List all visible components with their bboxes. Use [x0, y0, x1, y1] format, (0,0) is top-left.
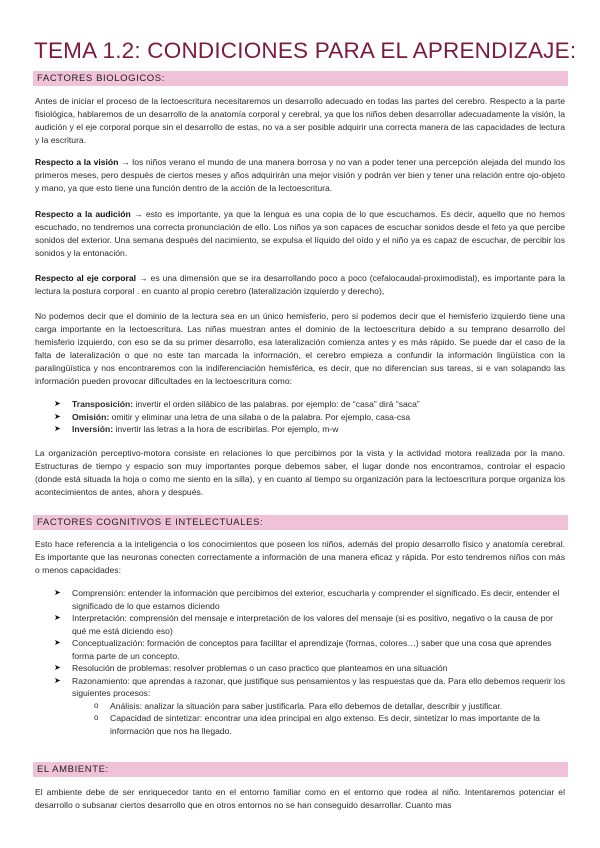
cog-list — [48, 587, 565, 737]
circle-bullet-icon: o — [94, 700, 99, 710]
eje-label: Respecto al eje corporal — [35, 273, 137, 283]
circle-bullet-icon: o — [94, 713, 99, 722]
eje-text: → es una dimensión que se ira desarrollando poco a poco (cefalocaudal-proximodistal), es importante para la lectura la postura corporal . en cuanto al propio cerebro (lateralización izquierdo y derecho), — [35, 273, 565, 296]
list-item: ➤ Razonamiento: que aprendas a razonar, que justifique sus pensamientos y las respuestas que da. Para ello debemos requerir los siguientes procesos: o Análisis: analizar la situación para saber justificarla. Para ello debemos de detallar, describir y justificar. o Capacidad de sintetizar: encontrar una idea principal en algo extenso. Es decir, sintetizar lo mas importante de la información que nos ha llegado. — [54, 675, 566, 736]
section-header-biologicos: FACTORES BIOLOGICOS: — [33, 71, 568, 86]
error-text: omitir y eliminar una letra de una silaba o de la palabra. Por ejemplo, casa-csa — [109, 411, 411, 422]
vision-text: → los niños verano el mundo de una manera borrosa y no van a poder tener una percepción alejada del mundo los primeros meses, pero después de ciertos meses y años adquirirán una mejor visión y podrán ver bien y tener una relación entre ojo-objeto y mano, ya que esto tiene una función dentro de la acción de la lectoescritura. — [35, 157, 566, 193]
sub-list-item: o Capacidad de sintetizar: encontrar una idea principal en algo extenso. Es decir, sintetizar lo mas importante de la información que nos ha llegado. — [94, 713, 540, 736]
bio-intro: Antes de iniciar el proceso de la lectoescritura necesitaremos un desarrollo adecuado en todas las partes del cerebro. Respecto a la parte fisiológica, hablaremos de un desarrollo de la anatomía corporal y cerebral, ya que los niños deben desarrollar adecuadamente la visión, la audición y el eje corporal porque sin el desarrollo de estas, no va a ser posible adquirir una correcta manera de las capacidades de lectura y la escritura. — [35, 96, 565, 145]
error-text: invertir el orden silábico de las palabras. por ejemplo: de “casa” dirá “saca” — [133, 399, 420, 409]
list-item — [48, 411, 565, 424]
error-label: Inversión: — [72, 424, 114, 434]
list-item: ➤ Interpretación: comprensión del mensaje e interpretación de los valores del mensaje (si es positivo, negativo o la causa de por qué me está diciendo eso) — [54, 613, 554, 636]
list-item: ➤ Comprensión: entender la información que percibimos del exterior, escucharla y comprender el significado. Es decir, entender el significado de lo que estamos diciendo — [54, 588, 560, 611]
audicion-text: → esto es importante, ya que la lengua es una copia de lo que escuchamos. Es decir, aquello que no hemos escuchado, no tendremos una correcta pronunciación de ello. Los niños ya son capaces de escuchar sonidos desde el feto ya que percibe sonidos del exterior. Una semana después del nacimiento, se expulsa el líquido del oído y el niño ya es capaz de escuchar, de percibir los sonidos y la entonación. — [35, 209, 566, 258]
list-item: ➤ Resolución de problemas: resolver problemas o un caso practico que planteamos en una situación — [54, 663, 448, 673]
vision-paragraph — [35, 156, 565, 195]
sub-list-item: o Análisis: analizar la situación para saber justificarla. Para ello debemos de detallar, describir y justificar. — [94, 700, 503, 711]
errors-list — [48, 398, 565, 436]
section-header-cognitivos: FACTORES COGNITIVOS E INTELECTUALES: — [33, 515, 568, 530]
arrow-bullet-icon: ➤ — [54, 663, 61, 672]
audicion-label: Respecto a la audición — [35, 209, 131, 219]
arrow-bullet-icon: ➤ — [54, 675, 61, 685]
audicion-paragraph — [35, 208, 565, 260]
page-title: TEMA 1.2: CONDICIONES PARA EL APRENDIZAJE: — [34, 38, 577, 63]
error-label: Transposición: — [72, 399, 134, 409]
error-label: Omisión: — [72, 411, 110, 422]
ambiente-paragraph: El ambiente debe de ser enriquecedor tanto en el entorno familiar como en el entorno que rodea al niño. Intentaremos potenciar el desarrollo o subsanar ciertos desarrollo que en otros entornos no se han conseguido desarrollar. Cuanto mas — [35, 787, 565, 810]
eje-paragraph — [35, 272, 565, 298]
list-item: ➤ Conceptualización: formación de conceptos para facilitar el aprendizaje (formas, colores…) saber que una cosa que aprendes forma parte de un concepto. — [54, 638, 552, 661]
list-item — [48, 398, 565, 411]
lateralizacion-paragraph: No podemos decir que el dominio de la lectura sea en un único hemisferio, pero si podemos decir que el hemisferio izquierdo tiene una carga importante en la lectoescritura. Las niñas muestran antes el dominio de la lectoescritura debido a su temprano desarrollo del hemisferio izquierdo, con eso se da su primer desarrollo, esa lateralización comienza antes y es más rápido. Se puede dar el caso de la falta de lateralización o que no este tan marcada la información, el cerebro empieza a confundir la información lingüística con la paralingüística y nos encontraremos con la indiferenciación hemisférica, es decir, que no diferencian sus tareas, si e van solapando las información pueden provocar dificultades en la lectoescritura como: — [35, 311, 565, 386]
vision-label: Respecto a la visión — [35, 157, 119, 167]
perceptivo-paragraph: La organización perceptivo-motora consiste en relaciones lo que percibimos por la vista y la actividad motora realizada por la mano. Estructuras de tiempo y espacio son muy importantes porque debemos saber, el lugar donde nos encontramos, controlar el espacio (donde está situada la hoja o como me siento en la silla), y en cuanto al tiempo su organización para la lectoescritura porque organiza los acontecimientos de antes, ahora y después. — [35, 448, 565, 497]
arrow-bullet-icon: ➤ — [54, 638, 61, 647]
error-text: invertir las letras a la hora de escribirlas. Por ejemplo, m-w — [113, 424, 339, 434]
section-header-ambiente: EL AMBIENTE: — [33, 762, 568, 777]
arrow-bullet-icon: ➤ — [54, 613, 61, 622]
arrow-bullet-icon: ➤ — [54, 411, 61, 421]
arrow-bullet-icon: ➤ — [54, 424, 61, 433]
arrow-bullet-icon: ➤ — [54, 588, 61, 597]
cog-intro: Esto hace referencia a la inteligencia o los conocimientos que poseen los niños, además del propio desarrollo físico y anatomía cerebral. Es importante que las neuronas conecten correctamente a información de una manera eficaz y rápida. Por esto tendremos niños con más o menos capacidades: — [35, 539, 565, 575]
arrow-bullet-icon: ➤ — [54, 399, 61, 408]
sub-list — [72, 700, 565, 738]
list-item — [48, 423, 565, 436]
